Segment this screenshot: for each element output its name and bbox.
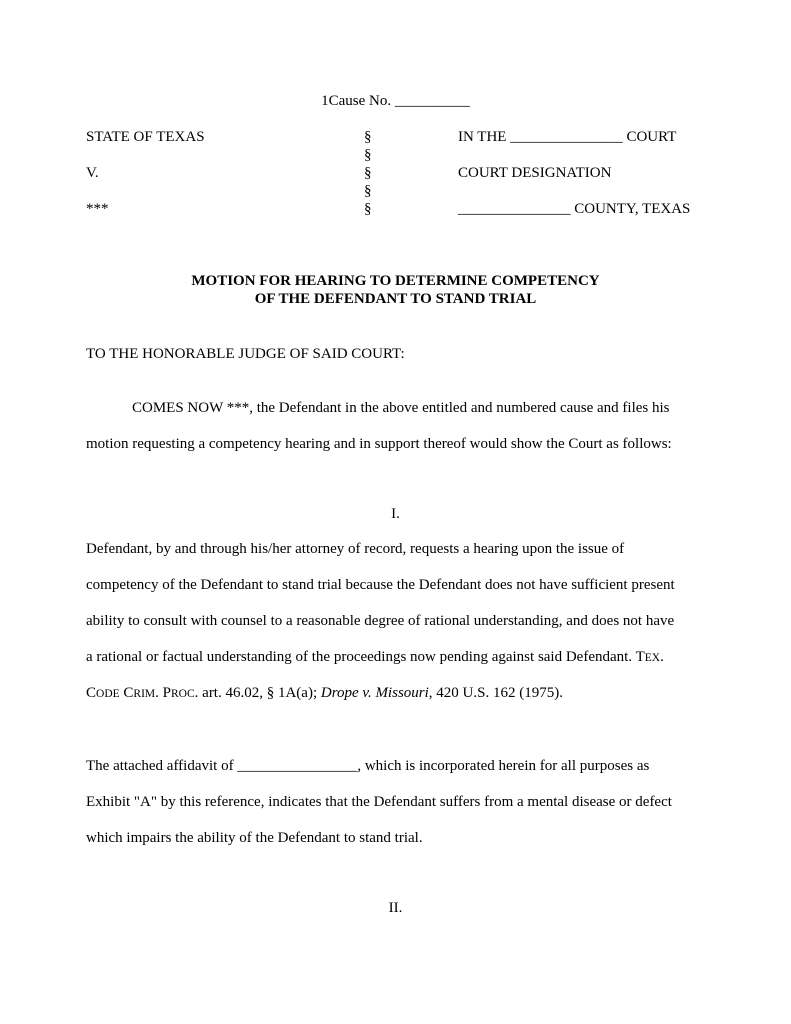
salutation: TO THE HONORABLE JUDGE OF SAID COURT: [86,346,405,362]
intro-line: motion requesting a competency hearing and in support thereof would show the Court as follows: [86,436,672,452]
section-mark: § [364,183,372,199]
case-name: Drope v. Missouri [320,685,429,701]
citation-tex: TEX. [635,649,664,665]
document-title-line1: MOTION FOR HEARING TO DETERMINE COMPETENCY [191,273,600,289]
section-mark: § [364,201,372,217]
caption-party-defendant: *** [86,201,109,217]
section-mark: § [364,165,372,181]
intro-line: COMES NOW ***, the Defendant in the above entitled and numbered cause and files his [132,400,670,416]
document-title-line2: OF THE DEFENDANT TO STAND TRIAL [254,291,537,307]
paragraph-line: which impairs the ability of the Defendant to stand trial. [86,830,423,846]
section-heading-1: I. [391,506,400,522]
paragraph-text: a rational or factual understanding of the proceedings now pending against said Defendant. [86,649,636,665]
paragraph-line: The attached affidavit of ________________, which is incorporated herein for all purposes as [86,758,650,774]
paragraph-line: ability to consult with counsel to a reasonable degree of rational understanding, and does not have [86,613,675,629]
section-heading-2: II. [388,900,403,916]
caption-court: IN THE _______________ COURT [458,129,677,145]
caption-party-state: STATE OF TEXAS [86,129,205,145]
citation-line: CODE CRIM. PROC. art. 46.02, § 1A(a); Drope v. Missouri, 420 U.S. 162 (1975). [86,685,563,701]
caption-county: _______________ COUNTY, TEXAS [458,201,691,217]
caption-versus: V. [86,165,99,181]
cause-number: 1Cause No. __________ [321,93,470,109]
caption-court-designation: COURT DESIGNATION [458,165,612,181]
paragraph-line [86,649,664,666]
section-mark: § [364,147,372,163]
section-mark: § [364,129,372,145]
paragraph-line: Exhibit "A" by this reference, indicates that the Defendant suffers from a mental disease or defect [86,794,672,810]
paragraph-line: competency of the Defendant to stand trial because the Defendant does not have sufficient present [86,577,675,593]
paragraph-line: Defendant, by and through his/her attorney of record, requests a hearing upon the issue of [86,541,625,557]
